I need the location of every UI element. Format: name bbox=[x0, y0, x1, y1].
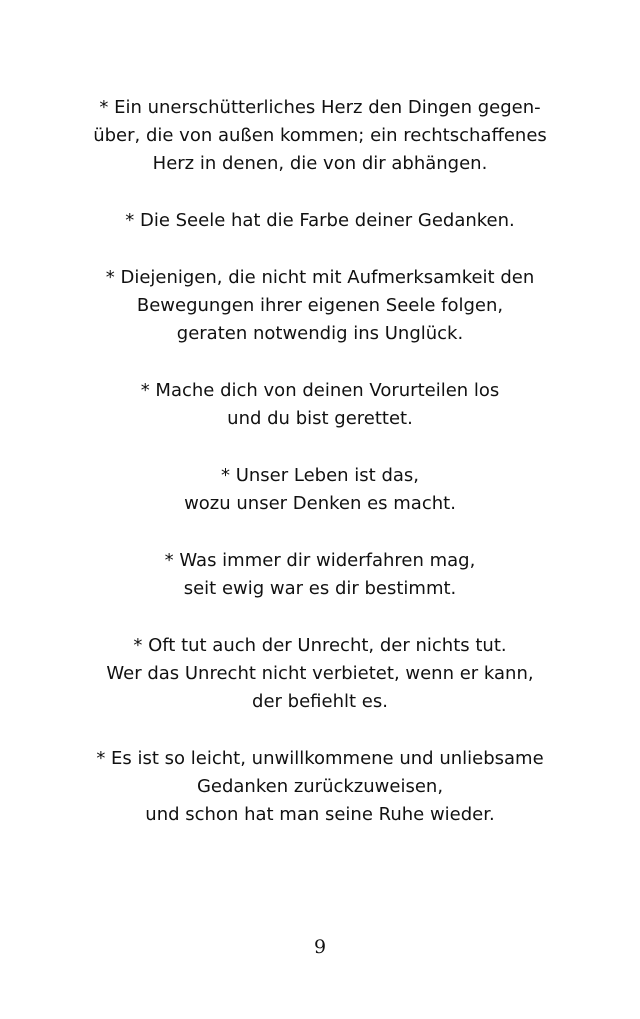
quote-8 bbox=[0, 745, 640, 829]
quote-line: der befiehlt es. bbox=[252, 691, 388, 712]
quote-line: Bewegungen ihrer eigenen Seele folgen, bbox=[136, 295, 504, 316]
quote-line: * Was immer dir widerfahren mag, bbox=[164, 550, 476, 571]
quote-line: * Diejenigen, die nicht mit Aufmerksamkeit den bbox=[105, 267, 535, 288]
quote-line: * Es ist so leicht, unwillkommene und unliebsame bbox=[96, 748, 544, 769]
quote-3 bbox=[0, 264, 640, 348]
quote-line: Herz in denen, die von dir abhängen. bbox=[152, 153, 488, 174]
quote-5 bbox=[0, 462, 640, 518]
quote-line: und schon hat man seine Ruhe wieder. bbox=[145, 804, 495, 825]
quote-line: seit ewig war es dir bestimmt. bbox=[183, 578, 457, 599]
quote-line: und du bist gerettet. bbox=[227, 408, 413, 429]
quote-line: * Ein unerschütterliches Herz den Dingen gegen- bbox=[99, 97, 541, 118]
quote-line: geraten notwendig ins Unglück. bbox=[176, 323, 464, 344]
quote-2 bbox=[0, 207, 640, 235]
quote-line: wozu unser Denken es macht. bbox=[184, 493, 456, 514]
quote-line: * Unser Leben ist das, bbox=[220, 465, 419, 486]
quote-line: * Mache dich von deinen Vorurteilen los bbox=[140, 380, 500, 401]
quote-list bbox=[0, 94, 640, 858]
quote-4 bbox=[0, 377, 640, 433]
quote-line: * Oft tut auch der Unrecht, der nichts tut. bbox=[133, 635, 507, 656]
quote-6 bbox=[0, 547, 640, 603]
quote-7 bbox=[0, 632, 640, 716]
page-number: 9 bbox=[313, 936, 327, 958]
quote-1 bbox=[0, 94, 640, 178]
quote-line: Gedanken zurückzuweisen, bbox=[196, 776, 444, 797]
quote-line: * Die Seele hat die Farbe deiner Gedanken. bbox=[125, 210, 515, 231]
quote-line: über, die von außen kommen; ein rechtschaffenes bbox=[93, 125, 547, 146]
quote-line: Wer das Unrecht nicht verbietet, wenn er kann, bbox=[106, 663, 534, 684]
